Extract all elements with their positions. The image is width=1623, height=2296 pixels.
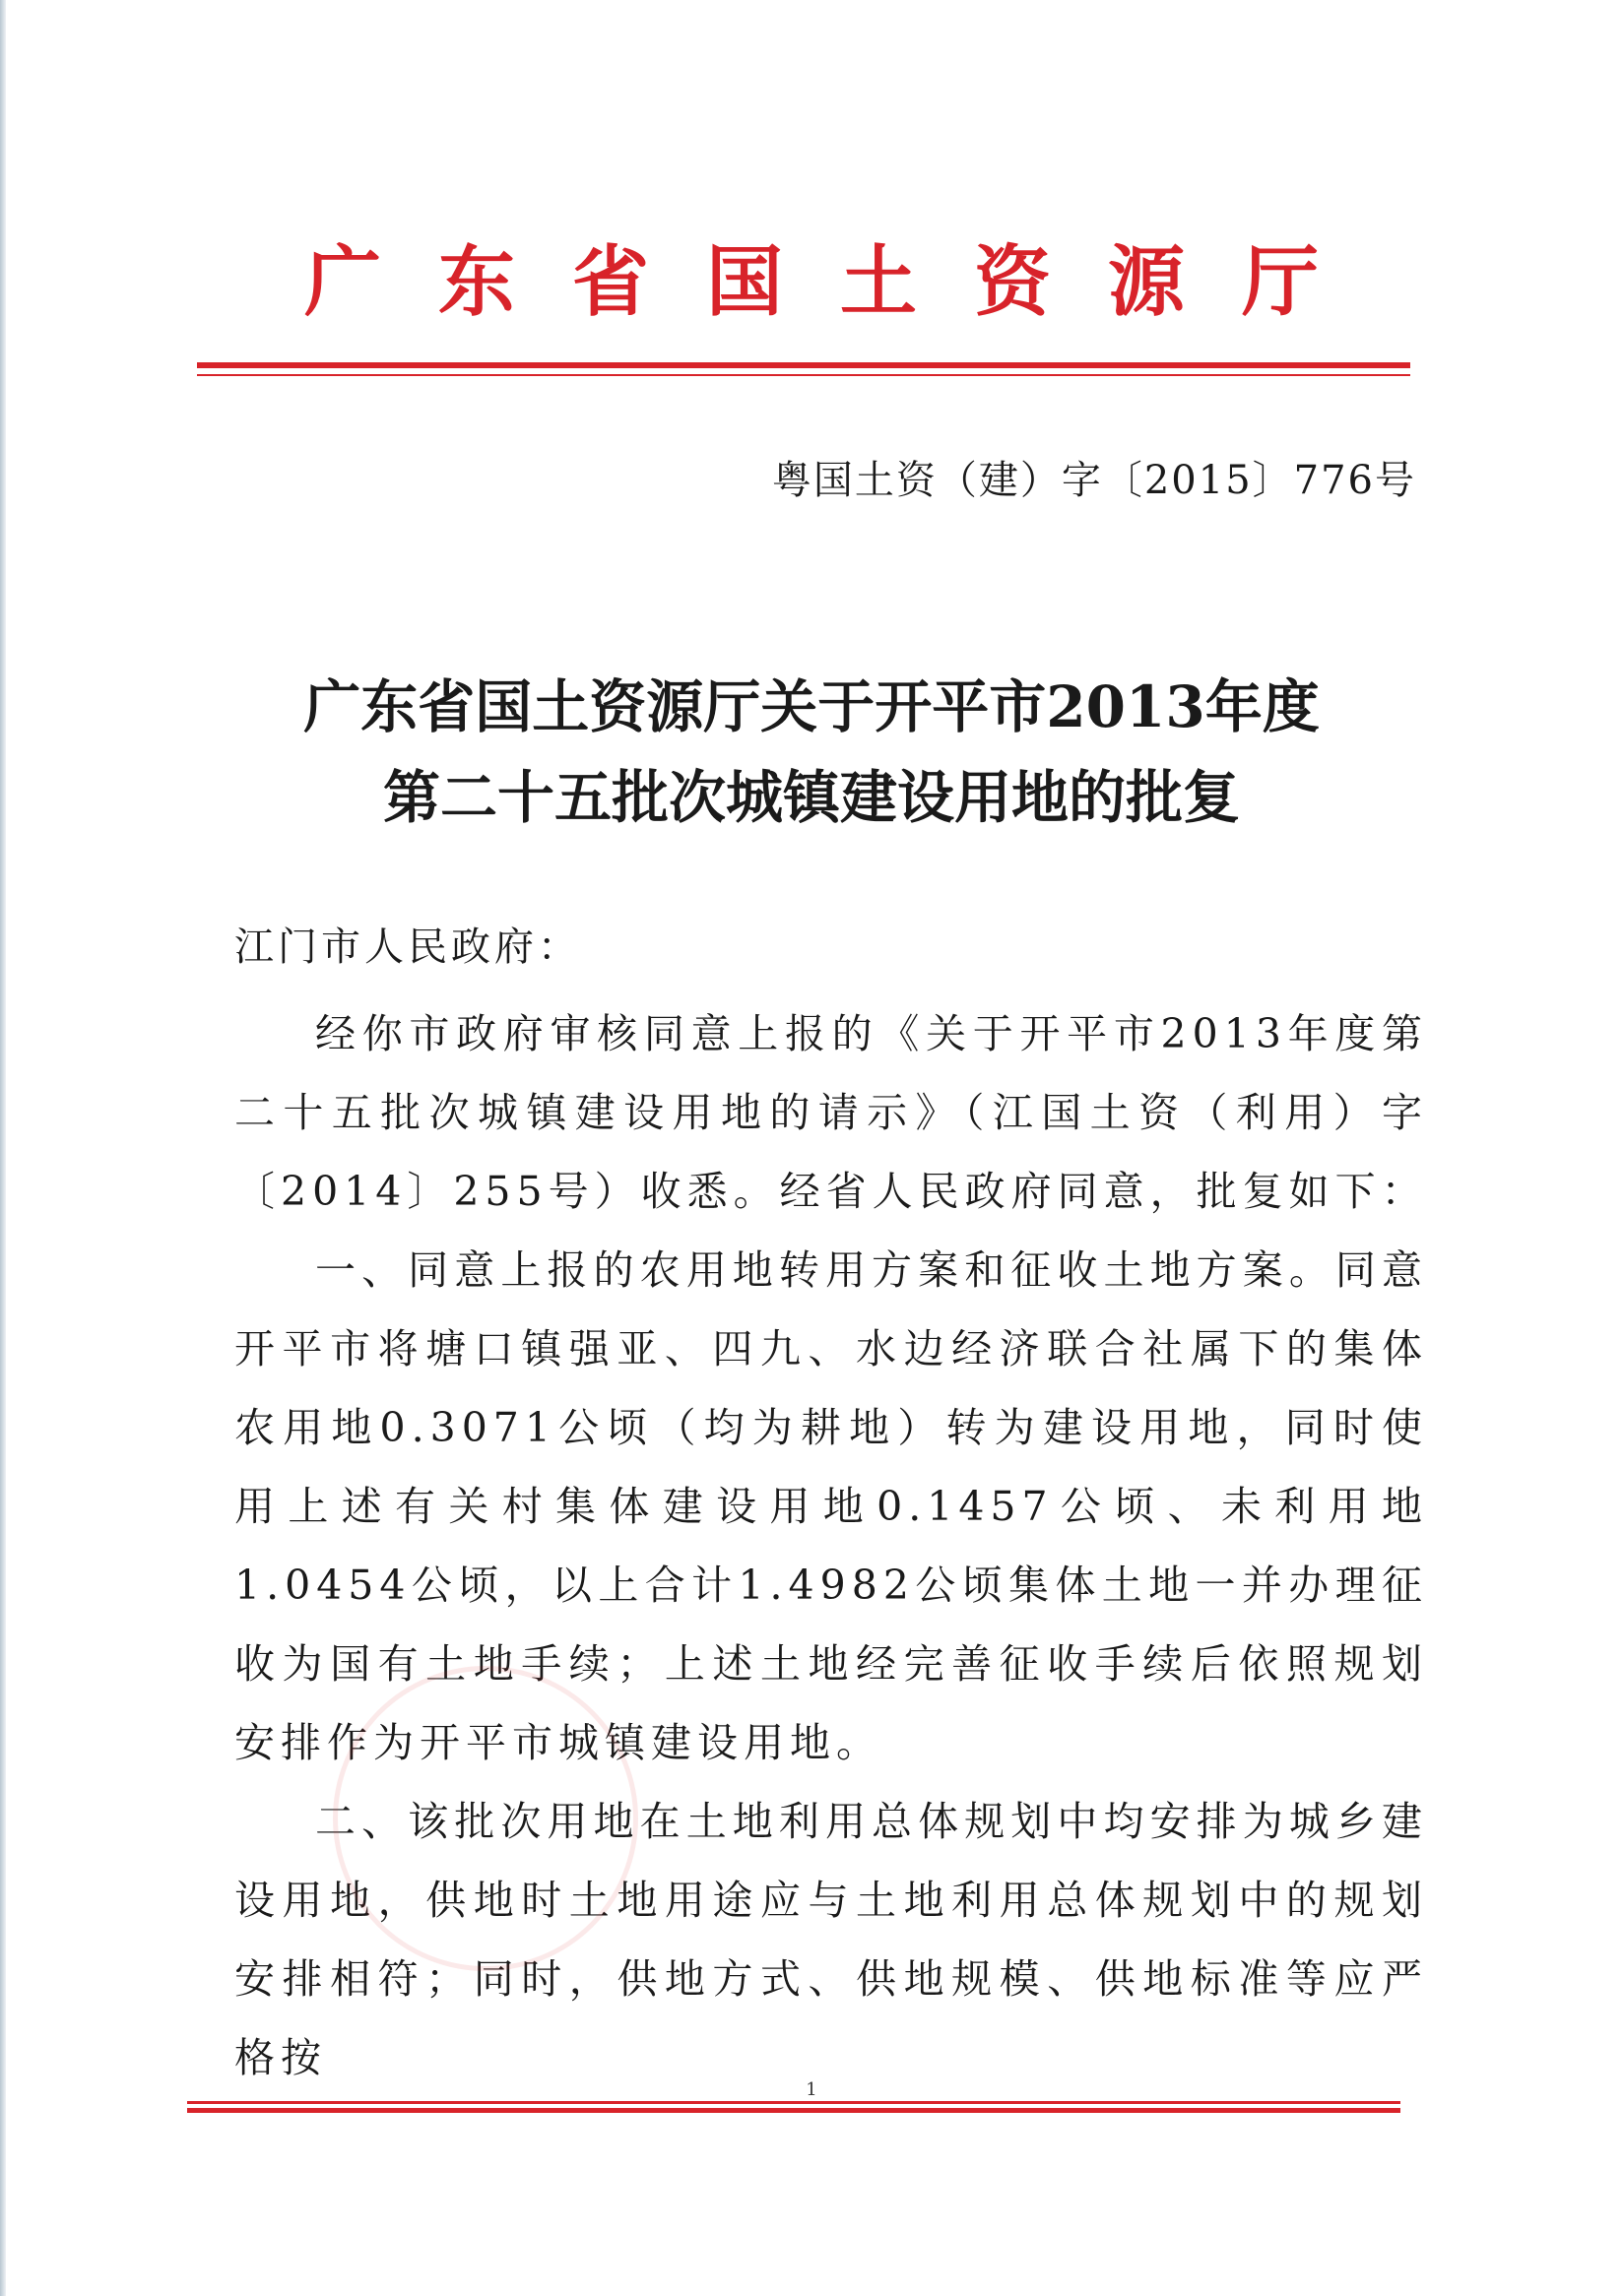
footer-red-rule [187, 2108, 1400, 2113]
document-title [197, 662, 1426, 843]
document-number: 粤国土资（建）字〔2015〕776号 [771, 458, 1416, 503]
footer-red-rule-thin [187, 2101, 1400, 2104]
title-line-1: 广东省国土资源厅关于开平市2013年度 [303, 673, 1320, 740]
header-red-rule [197, 362, 1410, 368]
paragraph-item-2: 二、该批次用地在土地利用总体规划中均安排为城乡建设用地，供地时土地用途应与土地利用总体规划中的规划安排相符；同时，供地方式、供地规模、供地标准等应严格按 [234, 1798, 1428, 2081]
scan-edge [0, 0, 6, 2296]
paragraph-intro: 经你市政府审核同意上报的《关于开平市2013年度第二十五批次城镇建设用地的请示》（江国土资（利用）字〔2014〕255号）收悉。经省人民政府同意，批复如下： [234, 1010, 1428, 1215]
page-number: 1 [806, 2079, 817, 2100]
header-red-rule-thin [197, 374, 1410, 376]
addressee: 江门市人民政府： [234, 925, 581, 970]
agency-header: 广东省国土资源厅 [303, 238, 1376, 327]
paragraph-item-1: 一、同意上报的农用地转用方案和征收土地方案。同意开平市将塘口镇强亚、四九、水边经济联合社属下的集体农用地0.3071公顷（均为耕地）转为建设用地，同时使用上述有关村集体建设用地0.1457公顷、未利用地1.0454公顷，以上合计1.4982公顷集体土地一并办理征收为国有土地手续；上述土地经完善征收手续后依照规划安排作为开平市城镇建设用地。 [234, 1246, 1428, 1766]
title-line-2: 第二十五批次城镇建设用地的批复 [382, 764, 1240, 831]
faint-seal [333, 1666, 638, 1971]
